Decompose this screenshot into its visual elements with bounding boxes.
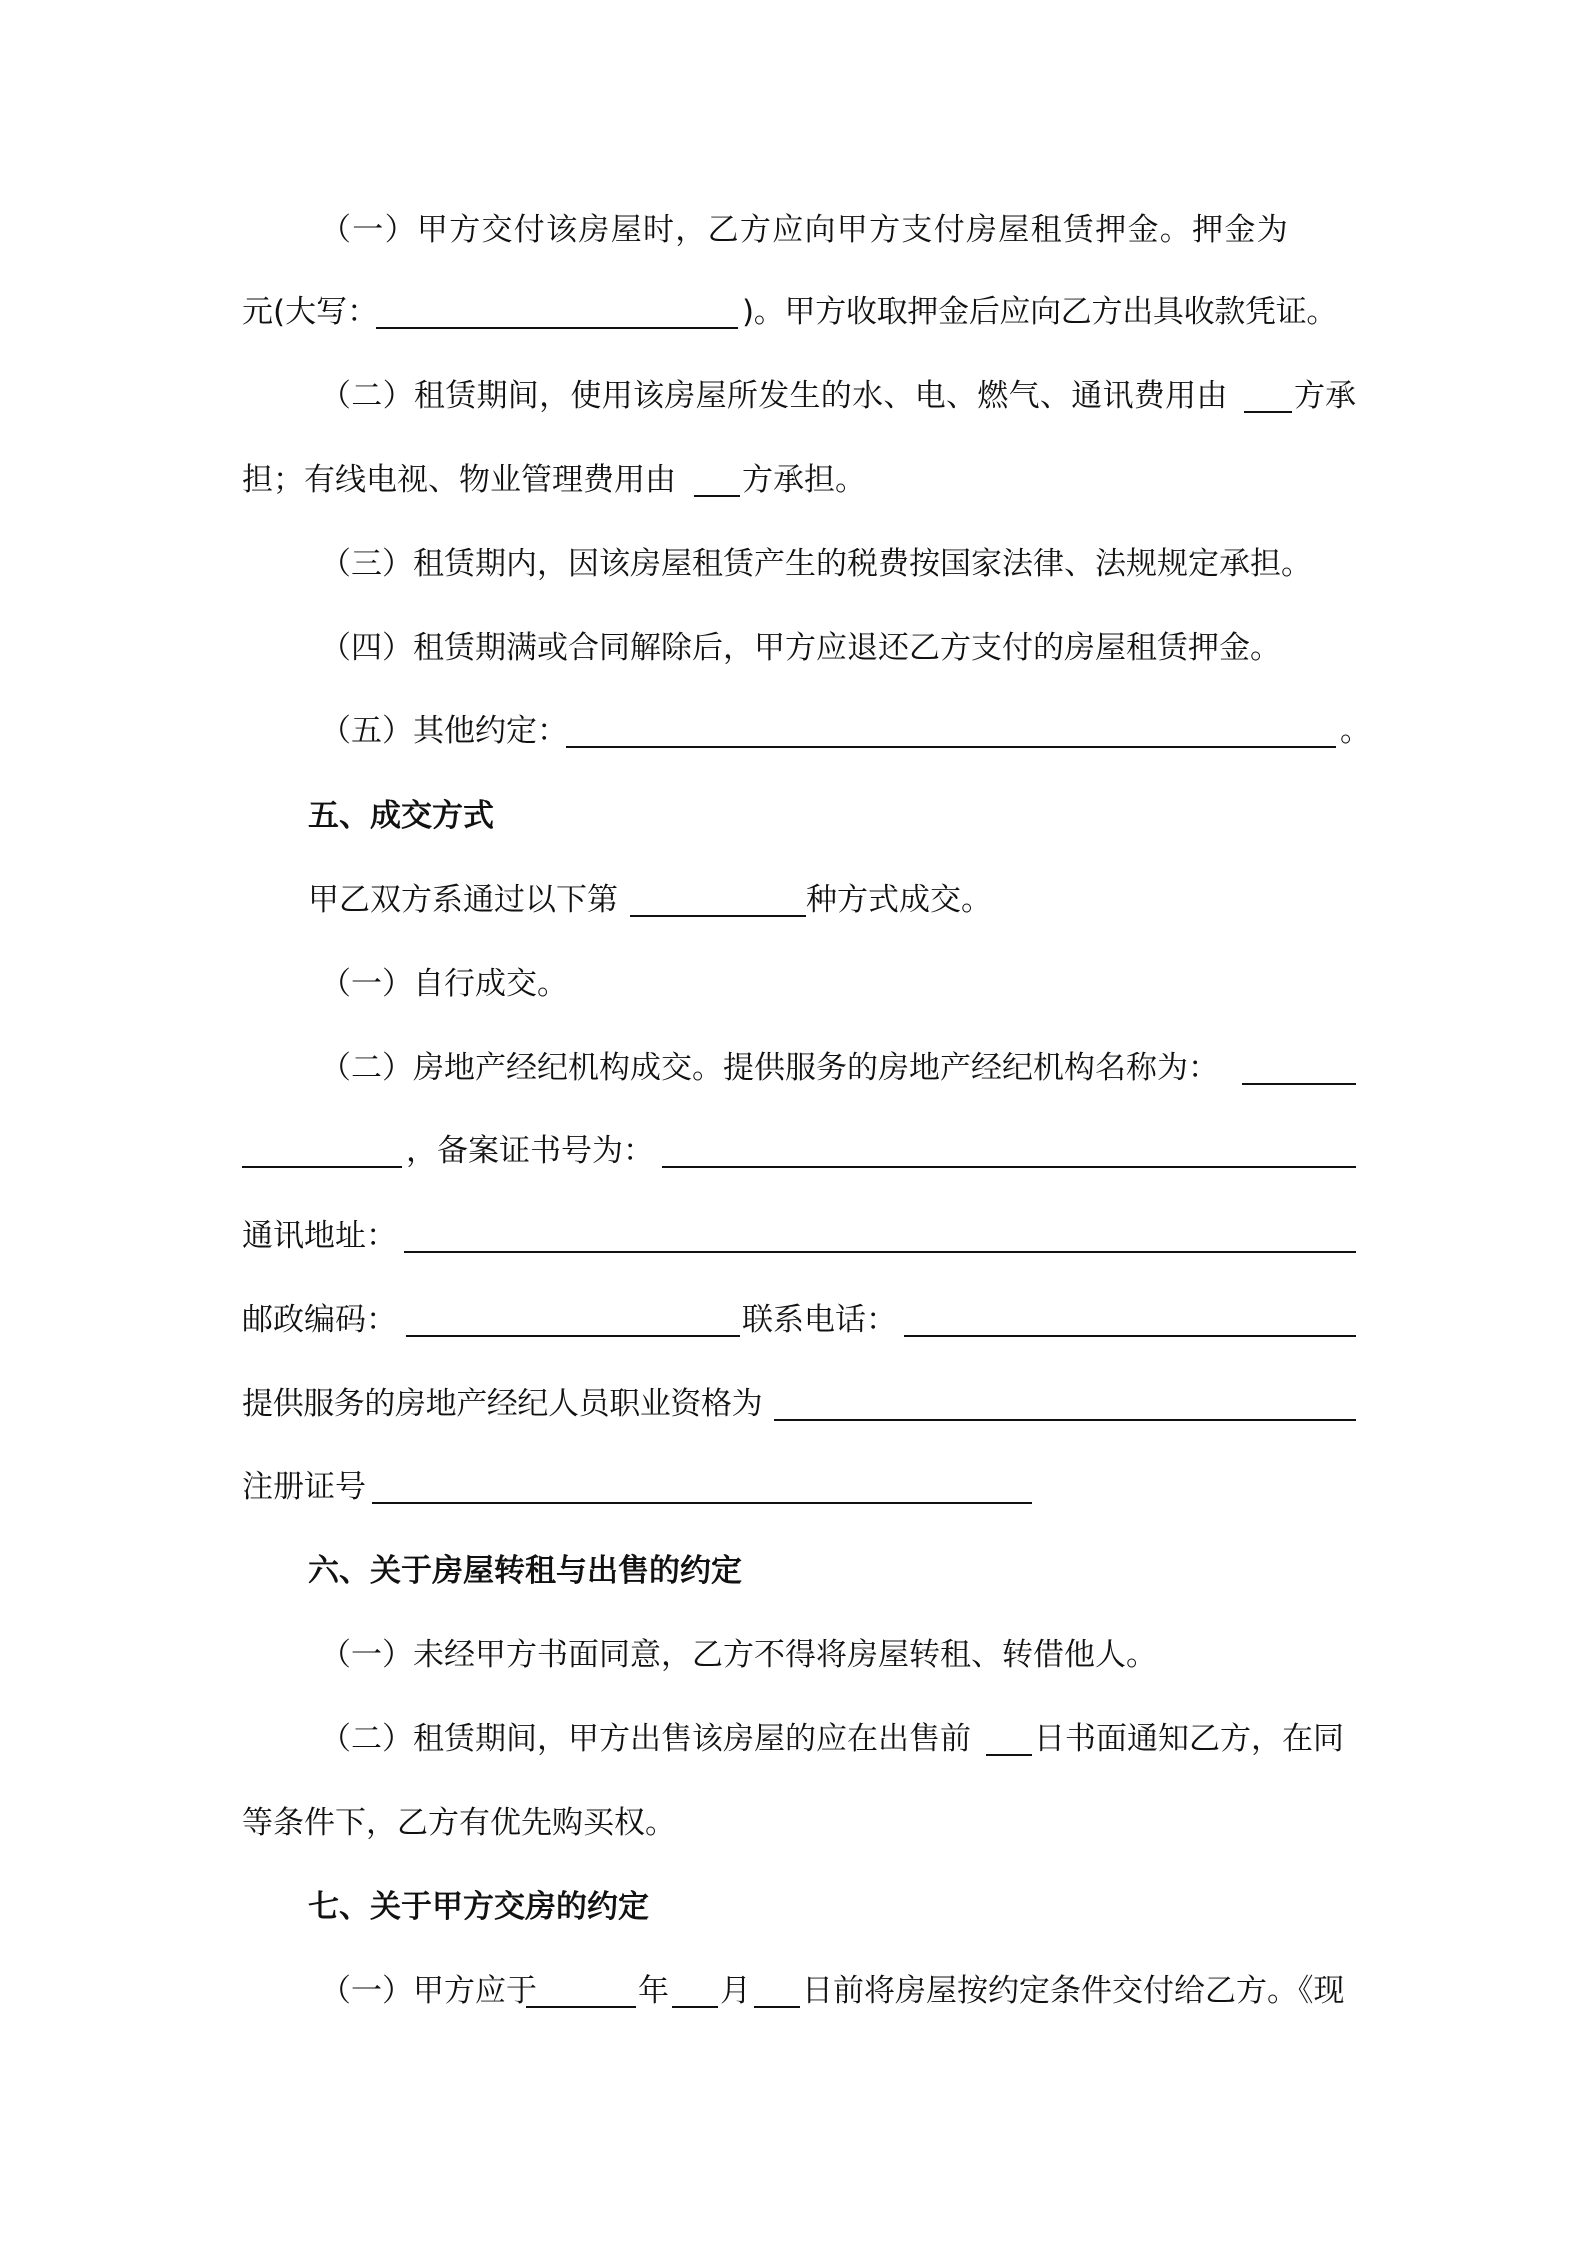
agency-name-continuation-blank[interactable] — [242, 1166, 402, 1168]
agency-record-label: ，备案证书号为： — [406, 1133, 654, 1169]
other-agreement-period: 。 — [1340, 713, 1371, 749]
property-fee-suffix: 方承担。 — [742, 462, 866, 498]
deposit-return-text: （四）租赁期满或合同解除后，甲方应退还乙方支付的房屋租赁押金。 — [320, 630, 1281, 666]
tax-clause-text: （三）租赁期内，因该房屋租赁产生的税费按国家法律、法规规定承担。 — [320, 546, 1312, 582]
registration-label: 注册证号 — [242, 1469, 366, 1505]
handover-date-suffix: 日前将房屋按约定条件交付给乙方。《现 — [802, 1973, 1345, 2009]
sale-notice-line — [0, 1709, 1586, 1769]
sale-notice-suffix: 日书面通知乙方，在同 — [1034, 1721, 1344, 1757]
deal-method-suffix: 种方式成交。 — [806, 882, 992, 918]
section-six-heading — [0, 1541, 1586, 1601]
agent-qualification-label: 提供服务的房地产经纪人员职业资格为 — [242, 1386, 763, 1422]
priority-purchase-line — [0, 1793, 1586, 1853]
deposit-return-line — [0, 618, 1586, 678]
handover-day-blank[interactable] — [754, 2006, 800, 2008]
registration-line — [0, 1457, 1586, 1517]
other-agreement-label: （五）其他约定： — [320, 713, 568, 749]
section-seven-heading — [0, 1877, 1586, 1937]
deposit-clause-line — [0, 200, 1586, 260]
sale-notice-text: （二）租赁期间，甲方出售该房屋的应在出售前 — [320, 1721, 971, 1757]
deposit-amount-line — [0, 282, 1586, 342]
agency-record-line — [0, 1121, 1586, 1181]
agency-deal-text: （二）房地产经纪机构成交。提供服务的房地产经纪机构名称为： — [320, 1050, 1219, 1086]
property-fee-line — [0, 450, 1586, 510]
sublease-clause-line — [0, 1625, 1586, 1685]
property-fee-party-blank[interactable] — [694, 495, 740, 497]
deposit-receipt-text: )。甲方收取押金后应向乙方出具收款凭证。 — [742, 294, 1338, 330]
agency-record-number-blank[interactable] — [662, 1166, 1356, 1168]
agency-name-blank[interactable] — [1242, 1083, 1356, 1085]
section-five-heading — [0, 786, 1586, 846]
address-line — [0, 1206, 1586, 1266]
handover-year-blank[interactable] — [526, 2006, 636, 2008]
year-label: 年 — [638, 1973, 669, 2009]
phone-label: 联系电话： — [742, 1302, 897, 1338]
self-deal-text: （一）自行成交。 — [320, 966, 568, 1002]
agent-qualification-blank[interactable] — [774, 1419, 1356, 1421]
section-seven-title: 七、关于甲方交房的约定 — [308, 1889, 649, 1925]
deal-method-number-blank[interactable] — [630, 915, 806, 917]
tax-clause-line — [0, 534, 1586, 594]
registration-number-blank[interactable] — [372, 1502, 1032, 1504]
postal-code-label: 邮政编码： — [242, 1302, 397, 1338]
handover-date-text: （一）甲方应于 — [320, 1973, 537, 2009]
deal-method-text: 甲乙双方系通过以下第 — [308, 882, 618, 918]
self-deal-line — [0, 954, 1586, 1014]
other-agreement-line — [0, 701, 1586, 761]
priority-purchase-text: 等条件下，乙方有优先购买权。 — [242, 1805, 676, 1841]
sublease-clause-text: （一）未经甲方书面同意，乙方不得将房屋转租、转借他人。 — [320, 1637, 1157, 1673]
handover-month-blank[interactable] — [672, 2006, 718, 2008]
month-label: 月 — [720, 1973, 751, 2009]
utility-fee-line — [0, 366, 1586, 426]
other-agreement-blank[interactable] — [566, 746, 1336, 748]
property-fee-text: 担；有线电视、物业管理费用由 — [242, 462, 676, 498]
agency-deal-line — [0, 1038, 1586, 1098]
utility-fee-suffix: 方承 — [1294, 378, 1356, 414]
address-blank[interactable] — [404, 1251, 1356, 1253]
deposit-clause-text: （一）甲方交付该房屋时，乙方应向甲方支付房屋租赁押金。押金为 — [320, 212, 1289, 248]
utility-party-blank[interactable] — [1244, 411, 1292, 413]
utility-fee-text: （二）租赁期间，使用该房屋所发生的水、电、燃气、通讯费用由 — [320, 378, 1228, 414]
agent-qualification-line — [0, 1374, 1586, 1434]
postal-code-blank[interactable] — [406, 1335, 740, 1337]
section-six-title: 六、关于房屋转租与出售的约定 — [308, 1553, 742, 1589]
sale-notice-days-blank[interactable] — [986, 1754, 1032, 1756]
deal-method-line — [0, 870, 1586, 930]
deposit-amount-label: 元(大写： — [242, 294, 379, 330]
postal-phone-line — [0, 1290, 1586, 1350]
address-label: 通讯地址： — [242, 1218, 397, 1254]
deposit-amount-blank[interactable] — [376, 327, 738, 329]
phone-blank[interactable] — [904, 1335, 1356, 1337]
section-five-title: 五、成交方式 — [308, 798, 494, 834]
handover-date-line — [0, 1961, 1586, 2021]
